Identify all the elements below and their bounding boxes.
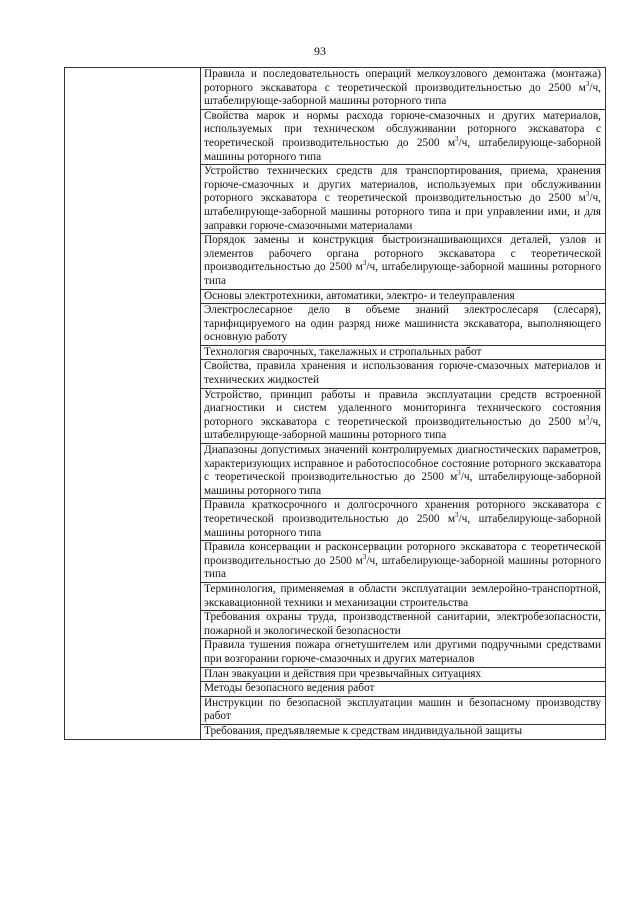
requirement-cell: Электрослесарное дело в объеме знаний электрослесаря (слесаря), тарифицируемого на один разряд ниже машиниста экскаватора, выполняющего основную работу <box>201 304 606 346</box>
requirement-cell: Требования, предъявляемые к средствам индивидуальной защиты <box>201 724 606 739</box>
requirement-cell: Правила консервации и расконсервации роторного экскаватора с теоретической производительностью до 2500 $м^3/ч$, штабелирующе-заборной машины роторного типа <box>201 541 606 583</box>
requirement-cell: Свойства марок и нормы расхода горюче-смазочных и других материалов, используемых при техническом обслуживании роторного экскаватора с теоретической производительностью до 2500 $м^3/ч$, штабелирующе-заборной машины роторного типа <box>201 109 606 164</box>
requirement-cell: Технология сварочных, такелажных и стропальных работ <box>201 345 606 360</box>
requirement-cell: Правила и последовательность операций мелкоузлового демонтажа (монтажа) роторного экскаватора с теоретической производительностью до 2500 $м^3/ч$, штабелирующе-заборной машины роторного типа <box>201 68 606 110</box>
requirement-cell: Устройство технических средств для транспортирования, приема, хранения горюче-смазочных и других материалов, используемых при обслуживании роторного экскаватора с теоретической производительностью до 2500 $м^3/ч$, штабелирующе-заборной машины роторного типа и при управлении ими, и для заправки горюче-смазочными материалами <box>201 165 606 234</box>
requirement-cell: Правила тушения пожара огнетушителем или другими подручными средствами при возгорании горюче-смазочных и других материалов <box>201 639 606 667</box>
requirement-cell: Свойства, правила хранения и использования горюче-смазочных материалов и технических жидкостей <box>201 360 606 388</box>
requirement-cell: Диапазоны допустимых значений контролируемых диагностических параметров, характеризующих исправное и работоспособное состояние роторного экскаватора с теоретической производительностью до 2500 $м^3/ч$, штабелирующе-заборной машины роторного типа <box>201 444 606 499</box>
requirement-cell: Требования охраны труда, производственной санитарии, электробезопасности, пожарной и экологической безопасности <box>201 611 606 639</box>
left-column-cell <box>65 68 201 740</box>
knowledge-requirements-table <box>64 67 606 740</box>
requirement-cell: Инструкции по безопасной эксплуатации машин и безопасному производству работ <box>201 696 606 724</box>
requirement-cell: Правила краткосрочного и долгосрочного хранения роторного экскаватора с теоретической производительностью до 2500 $м^3/ч$, штабелирующе-заборной машины роторного типа <box>201 499 606 541</box>
requirement-cell: Устройство, принцип работы и правила эксплуатации средств встроенной диагностики и систем удаленного мониторинга технического состояния роторного экскаватора с теоретической производительностью до 2500 $м^3/ч$, штабелирующе-заборной машины роторного типа <box>201 388 606 443</box>
page-number: 93 <box>314 44 326 58</box>
requirement-cell: Терминология, применяемая в области эксплуатации землеройно-транспортной, экскавационной техники и механизации строительства <box>201 582 606 610</box>
requirement-cell: Методы безопасного ведения работ <box>201 682 606 697</box>
requirement-cell: Порядок замены и конструкция быстроизнашивающихся деталей, узлов и элементов рабочего органа роторного экскаватора с теоретической производительностью до 2500 $м^3/ч$, штабелирующе-заборной машины роторного типа <box>201 234 606 289</box>
table-row <box>65 68 606 110</box>
requirement-cell: Основы электротехники, автоматики, электро- и телеуправления <box>201 289 606 304</box>
requirement-cell: План эвакуации и действия при чрезвычайных ситуациях <box>201 667 606 682</box>
